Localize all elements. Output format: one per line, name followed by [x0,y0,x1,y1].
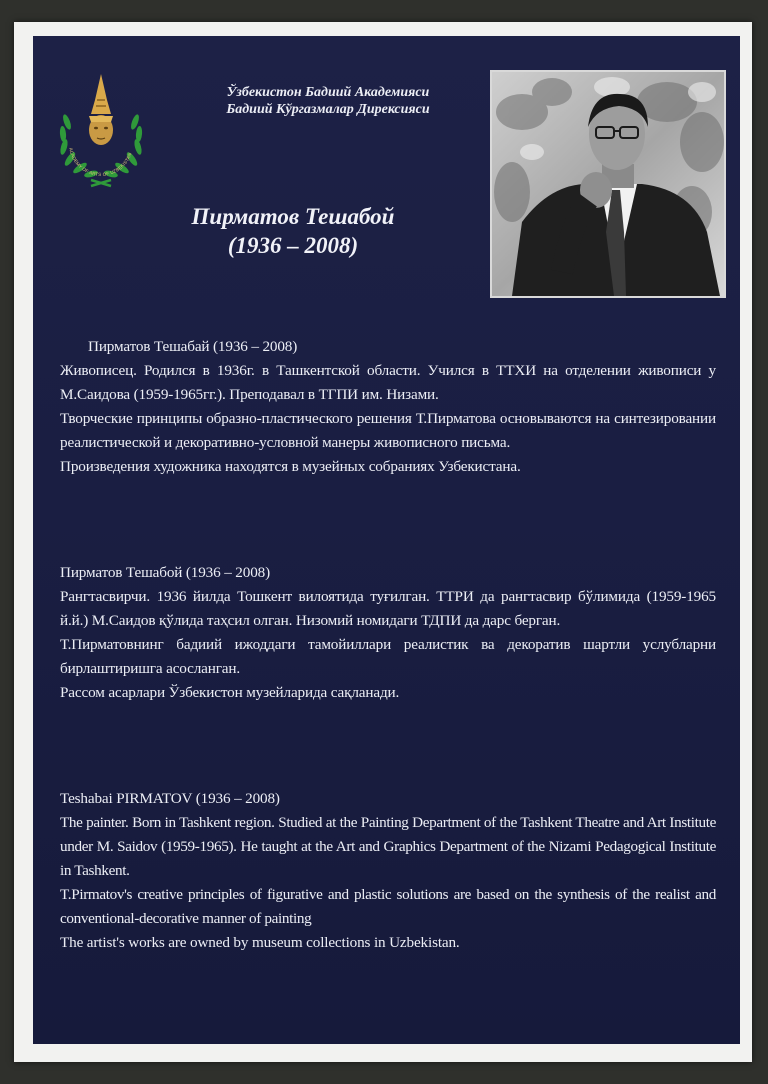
svg-text:ACADEMY OF ARTS OF UZBEKISTAN [68,147,132,177]
ru-paragraph-2: Творческие принципы образно-пластического решения Т.Пирматова основываются на синтезировании реалистической и декоративно-условной манеры живописного письма. [60,410,716,451]
organization-header [183,84,473,118]
artist-name: Пирматов Тешабой [191,204,395,229]
portrait-image [492,72,724,296]
uz-paragraph-2: Т.Пирматовнинг бадиий ижоддаги тамойиллари реалистик ва декоратив шартли услубларни бирлаштиришга асосланган. [60,636,716,677]
russian-section [60,335,716,479]
en-paragraph-3: The artist's works are owned by museum collections in Uzbekistan. [60,934,460,951]
english-section [60,787,716,955]
uz-paragraph-1: Рангтасвирчи. 1936 йилда Тошкент вилоятида туғилган. ТТРИ да рангтасвир бўлимида (1959-1965 й.й.) М.Саидов қўлида таҳсил олган. Низомий номидаги ТДПИ да дарс берган. [60,588,716,629]
uz-paragraph-3: Рассом асарлари Ўзбекистон музейларида сақланади. [60,684,400,701]
poster-panel [33,36,740,1044]
uz-heading: Пирматов Тешабой (1936 – 2008) [60,564,270,581]
ru-heading: Пирматов Тешабай (1936 – 2008) [88,338,298,355]
logo-text: ACADEMY OF ARTS OF UZBEKISTAN [68,147,133,178]
en-paragraph-2: T.Pirmatov's creative principles of figurative and plastic solutions are based on the synthesis of the realist and conventional-decorative manner of painting [60,886,716,927]
artist-portrait-photo [490,70,726,298]
artist-years: (1936 – 2008) [227,233,359,258]
uzbek-section [60,561,716,705]
org-line-1: Ўзбекистон Бадиий Академияси [226,85,430,100]
artist-title [153,202,433,260]
en-heading: Teshabai PIRMATOV (1936 – 2008) [60,790,280,807]
academy-logo-icon [53,70,149,192]
en-paragraph-1: The painter. Born in Tashkent region. Studied at the Painting Department of the Tashkent Theatre and Art Institute under M. Saidov (1959-1965). He taught at the Art and Graphics Department of the Nizami Pedagogical Institute in Tashkent. [60,814,716,879]
ru-paragraph-3: Произведения художника находятся в музейных собраниях Узбекистана. [60,458,521,475]
ru-paragraph-1: Живописец. Родился в 1936г. в Ташкентской области. Учился в ТТХИ на отделении живописи у М.Саидова (1959-1965гг.). Преподавал в ТГПИ им. Низами. [60,362,716,403]
org-line-2: Бадиий Кўргазмалар Дирексияси [226,102,430,117]
